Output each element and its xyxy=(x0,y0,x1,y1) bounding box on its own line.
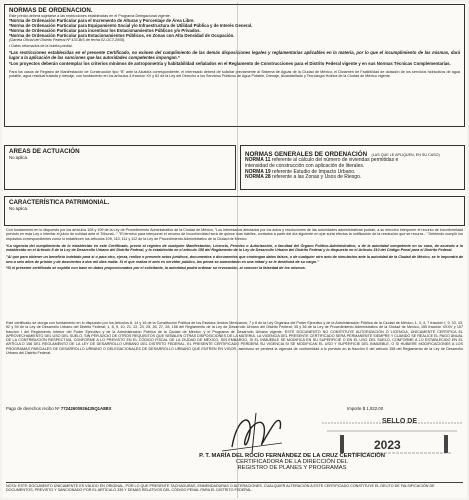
patrimonial-box xyxy=(4,196,465,226)
bullet-icon: • xyxy=(9,43,12,48)
legal-p4: *Si el presente certificado se expidió con base en datos proporcionados por el solicitante, la autoridad podrá ordenar su revocación, al conocer la falsedad de los mismos. xyxy=(6,266,306,271)
generales-title: NORMAS GENERALES DE ORDENACIÓN xyxy=(245,151,368,158)
importe-label: Importe $ xyxy=(347,406,366,411)
pago-recibo: 77242600926435Q1A8BX xyxy=(60,406,112,411)
sello-label: SELLO DE xyxy=(382,418,418,425)
patrimonial-title: CARACTERÍSTICA PATRIMONIAL. xyxy=(9,199,110,206)
importe-line xyxy=(347,406,447,411)
normas-item-0: *Norma de Ordenación Particular para el Incremento de Alturas y Porcentaje de Área Libre. xyxy=(9,18,195,24)
fold-line xyxy=(237,2,238,498)
patrimonial-value: No aplica. xyxy=(9,206,29,211)
generales-item-0: NORMA 11 referente al cálculo del número de viviendas permitidas e xyxy=(245,157,399,163)
areas-value: No aplica. xyxy=(9,155,29,160)
legal-p3: "Al que para obtener un beneficio indebido para sí o para otro, ejerza, realice o presente actos jurídicos, documentos o documentos que contengan datos falsos, o de cualquier otro acto de simulación ante la autoridad de la Ciudad de México, se le impondrá de uno a seis años de prisión y de doscientos a dos mil días multa. Si el que realiza el acto es servidor público, las penas se aumentarán en una mitad y se le destituirá de su cargo." xyxy=(6,255,463,264)
stamp-year: 2023 xyxy=(374,438,401,452)
normas-p1: *Las restricciones establecidas en el presente Certificado, no eximen del cumplimiento de las demás disposiciones legales y reglamentarias aplicables en la materia, por lo que el incumplimiento de las mismas, dará lugar a la aplicación de las sanciones que las autoridades competentes impongan.* xyxy=(9,49,460,60)
normas-p3: Para los casos de Registro de Manifestación de Construcción tipo "B" ante la Alcaldía correspondiente, el interesado deberá de solicitar previamente al Sistema de Aguas de la Ciudad de México, el Dictamen de Factibilidad de dotación de los servicios hidráulicos de agua potable, agua residual tratada y drenaje, con fundamento en los artículos 4 fracción XV y 62 de la Ley del Derecho a los Servicios Públicos de Agua Potable, Drenaje, Alcantarillado y Tecnología Hídrica de la Ciudad de México vigente. xyxy=(9,69,460,79)
generales-item-2: NORMA 19 referente Estudio de Impacto Urbano. xyxy=(245,168,356,175)
generales-item-3: NORMA 28 referente a las Zonas y Usos de Riesgo. xyxy=(245,174,362,181)
areas-title: AREAS DE ACTUACIÓN xyxy=(9,148,80,155)
pago-label: Pago de derechos recibo Nº xyxy=(6,406,60,411)
signature-graphic xyxy=(212,407,292,455)
legal-p2: *La vigencia del cumplimiento de lo establecido en este Certificado, previo al registro de cualquier Manifestación, Licencia, Permiso o Autorización, a facultad del Órgano Político-Administrativo, o de la autoridad competente en su caso, de acuerdo a lo establecido en el Artículo 8 de la Ley de Desarrollo Urbano del Distrito Federal, y lo establecido en el artículo 158 del Reglamento de la Ley de Desarrollo Urbano del Distrito Federal y lo dispuesto en el Artículo 310 del Código Penal para el Distrito Federal. xyxy=(6,243,463,253)
importe-value: 1,822.00 xyxy=(366,406,384,411)
normas-item-3: *Norma de Ordenación Particular para Estacionamientos Públicos, en Zonas con Alta Densidad de Ocupación. xyxy=(9,33,235,39)
firma-cargo2: REGISTRO DE PLANES Y PROGRAMAS xyxy=(237,464,347,471)
certificate-page xyxy=(2,2,467,498)
generales-item-1: intensidad de construcción con aplicación de literales. xyxy=(245,162,365,169)
normas-intro: Este predio deberá sujetarse a las restricciones establecidas en el Programa Delegacional vigente. xyxy=(9,14,171,18)
generales-subtitle: (LAS QUE LE APLIQUEN, EN SU CASO) xyxy=(371,153,440,157)
firma-block xyxy=(122,454,462,471)
signature xyxy=(212,407,292,455)
normas-gaceta: (Gaceta Oficial del Distrito Federal Nº 433-BIS de fecha 02-OCT-2008). xyxy=(9,38,126,43)
normas-p2: *Los proyectos deberán contemplar los criterios mínimos de antropometría y habitabilidad señalados en el Reglamento de Construcciones para el Distrito Federal vigente y en sus Normas Técnicas Complementarias. xyxy=(9,60,451,66)
firma-cargo1: CERTIFICADORA DE LA DIRECCIÓN DEL xyxy=(236,458,348,465)
normas-generales-box xyxy=(240,145,465,190)
legal-section xyxy=(6,228,463,270)
normas-title: NORMAS DE ORDENACION. xyxy=(9,7,93,14)
normas-item-1: *Norma de Ordenación Particular para Equipamiento Social y/o Infraestructura de Utilidad Pública y de Interés General. xyxy=(9,23,253,29)
legal-p1: Con fundamento en lo dispuesto por los artículos 108 y 109 de la Ley de Procedimiento Administrativo de la Ciudad de México, "Los interesados afectados por los actos y resoluciones de las autoridades administrativas podrán, a su elección interponer el recurso de inconformidad previsto en esta Ley o intentar el juicio de nulidad ante el Tribunal..." "El término para interponer el recurso de inconformidad será de quince días hábiles, contados a partir del día siguiente en que surta efectos la notificación de la resolución que se recurra..." Debiendo cumplir los requisitos correspondientes como lo establecen los artículos 109, 110, 111 y 112 de la Ley de Procedimiento Administrativo de la Ciudad de México. xyxy=(6,228,463,241)
nota: NOTA: ESTE DOCUMENTO ÚNICAMENTE ES VÁLIDO EN ORIGINAL, POR LO QUE PRESENTE TACHADURAS, ENMENDADURAS O ALTERACIONES. CUALQUIER ALTERACIÓN A ESTE CERTIFICADO CONSTITUYE EL DELITO DE FALSIFICACIÓN DE DOCUMENTOS, PREVISTO Y SANCIONADO POR EL ARTÍCULO 339 Y DEMÁS RELATIVOS DEL CÓDIGO PENAL PARA EL DISTRITO FEDERAL. xyxy=(6,482,463,493)
normas-item-2: *Norma de Ordenación Particular para incentivar los Estacionamientos Públicos y/o Privados. xyxy=(9,28,201,34)
normas-ordenacion-box xyxy=(4,4,465,127)
legal-p5: Este certificado se otorga con fundamento en lo dispuesto por los Artículos 8, 14 y 16 de la Constitución Política de los Estados Unidos Mexicanos; 7 y 8 de la Ley Orgánica del Poder Ejecutivo y de la Administración Pública de la Ciudad de México; 1, 3, 4, 7 fracción I, 9, 33, 43, 92 y 94 de la Ley de Desarrollo Urbano del Distrito Federal; 1, 8, 9, 10, 21, 22, 23, 25, 26, 27, 28, 158 del Reglamento de la Ley de Desarrollo Urbano del Distrito Federal; 35 y 36 de la Ley de Procedimiento Administrativo de la Ciudad de México; 155 fracción XXXV y 157 fracción I del Reglamento Interior del Poder Ejecutivo y de la Administración Pública de la Ciudad de México; y el Programa de Desarrollo Urbano vigente. ESTE DOCUMENTO NO CONSTITUYE AUTORIZACIÓN O LICENCIA, ÚNICAMENTE CERTIFICA EL APROVECHAMIENTO DEL USO DEL SUELO, SIN PERJUICIO DE OTROS REQUISITOS QUE SEÑALEN OTRAS DISPOSICIONES DE LA MATERIA. LA VIGENCIA DEL PRESENTE CERTIFICADO SERÁ PERMANENTE SIEMPRE Y CUANDO SE REALICE EL PAGO ANUAL DE LA CONTRIBUCIÓN RESPECTIVA, CONFORME A LO PREVISTO EN EL CÓDIGO FISCAL DE LA CIUDAD DE MÉXICO, SIN EMBARGO, SI EL INMUEBLE SE MODIFICA EN SU SUPERFICIE O EN EL USO DEL SUELO, CONFORME A LO ESTABLECIDO EN EL ARTÍCULO 158 DEL REGLAMENTO DE LA LEY DE DESARROLLO URBANO DEL DISTRITO FEDERAL, EL PRESENTE CERTIFICADO PERDERÁ SU VIGENCIA SI SE MODIFICAN EL USO Y SUPERFICIE DEL INMUEBLE, O SI HUBIERE MODIFICACIONES A LOS PROGRAMAS PARCIALES DE DESARROLLO URBANO O DELEGACIONALES DE DESARROLLO URBANO QUE ENTREN EN VIGOR, asimismo se perderá la vigencia de conformidad a lo previsto en la fracción II del artículo 158 del Reglamento de la Ley de Desarrollo Urbano del Distrito Federal. xyxy=(6,321,463,356)
normas-bullet-line xyxy=(9,44,460,48)
firma-nombre: P. T. MARÍA DEL ROCÍO FERNÁNDEZ DE LA CRUZ CERTIFICACIÓN xyxy=(199,453,385,459)
normas-bullet: Datos retomados de la boleta predial. xyxy=(11,43,73,48)
areas-actuacion-box xyxy=(4,145,236,190)
